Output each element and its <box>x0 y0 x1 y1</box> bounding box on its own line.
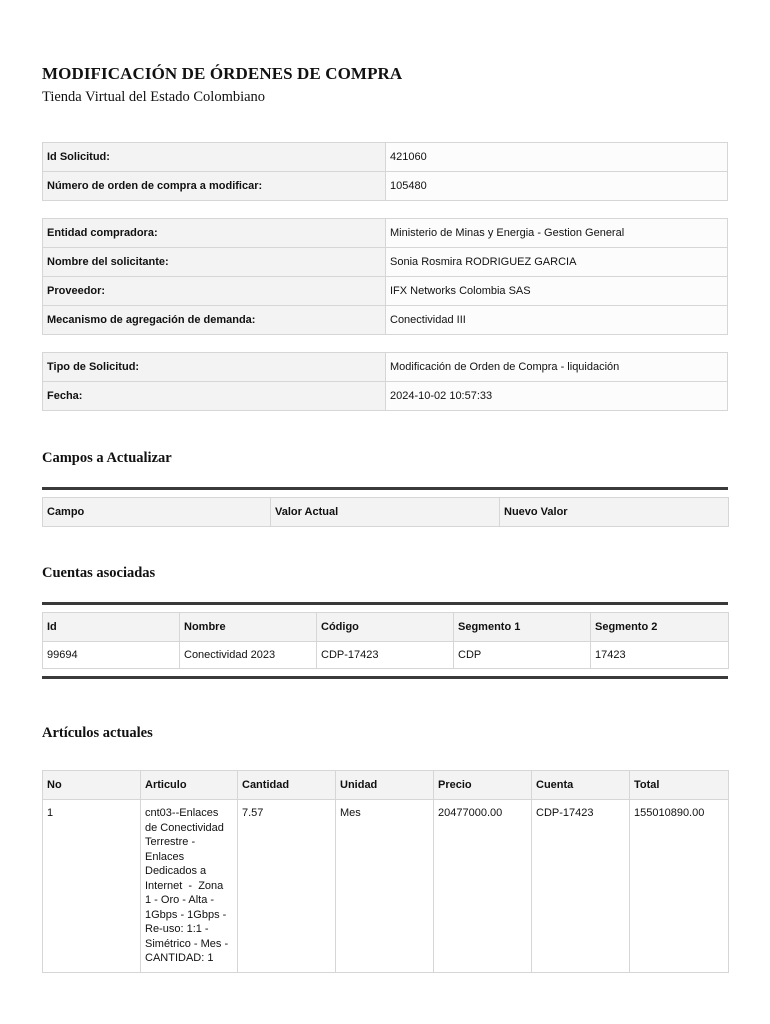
entity-info-table <box>42 218 728 335</box>
column-header: Código <box>317 613 454 642</box>
table-row <box>43 219 728 248</box>
articulo-line: Simétrico - Mes - <box>145 937 229 950</box>
table-cell-cuenta: CDP-17423 <box>532 800 630 973</box>
articulo-line: 1 - Oro - Alta - <box>145 894 215 906</box>
section-divider <box>42 487 728 490</box>
field-value: Sonia Rosmira RODRIGUEZ GARCIA <box>386 248 728 277</box>
table-cell: 17423 <box>591 642 729 669</box>
articulo-line: Re-uso: 1:1 - <box>145 923 209 935</box>
column-header: Segmento 2 <box>591 613 729 642</box>
field-label: Número de orden de compra a modificar: <box>43 172 386 201</box>
field-value: 2024-10-02 10:57:33 <box>386 382 728 411</box>
column-header: Precio <box>434 771 532 800</box>
articulo-line: Terrestre - <box>145 836 196 848</box>
field-label: Tipo de Solicitud: <box>43 353 386 382</box>
section-title-campos: Campos a Actualizar <box>42 450 172 466</box>
column-header: No <box>43 771 141 800</box>
field-value: 421060 <box>386 143 728 172</box>
articulo-line: Dedicados a <box>145 865 207 877</box>
section-title-cuentas: Cuentas asociadas <box>42 565 156 581</box>
cuentas-table <box>42 612 729 669</box>
column-header: Segmento 1 <box>454 613 591 642</box>
articulo-line: CANTIDAD: 1 <box>145 952 214 964</box>
field-value: Conectividad III <box>386 306 728 335</box>
column-header: Cuenta <box>532 771 630 800</box>
section-title-articulos: Artículos actuales <box>42 725 153 741</box>
table-cell-no: 1 <box>43 800 141 973</box>
table-cell-cantidad: 7.57 <box>238 800 336 973</box>
articulo-line: cnt03--Enlaces <box>145 807 219 819</box>
articulo-line: Internet - Zona <box>145 879 224 892</box>
table-row <box>43 277 728 306</box>
table-cell-total: 155010890.00 <box>630 800 729 973</box>
field-label: Mecanismo de agregación de demanda: <box>43 306 386 335</box>
table-row <box>43 248 728 277</box>
field-label: Fecha: <box>43 382 386 411</box>
column-header: Cantidad <box>238 771 336 800</box>
column-header: Campo <box>43 498 271 527</box>
section-divider <box>42 602 728 605</box>
table-header-row <box>43 771 729 800</box>
field-label: Nombre del solicitante: <box>43 248 386 277</box>
field-label: Proveedor: <box>43 277 386 306</box>
field-label: Entidad compradora: <box>43 219 386 248</box>
table-cell: Conectividad 2023 <box>180 642 317 669</box>
request-type-table <box>42 352 728 411</box>
table-row <box>43 353 728 382</box>
column-header: Valor Actual <box>271 498 500 527</box>
field-label: Id Solicitud: <box>43 143 386 172</box>
table-cell-unidad: Mes <box>336 800 434 973</box>
articulo-line: de Conectividad <box>145 821 224 834</box>
table-cell: 99694 <box>43 642 180 669</box>
table-cell: CDP <box>454 642 591 669</box>
field-value: Ministerio de Minas y Energia - Gestion General <box>386 219 728 248</box>
document-title: MODIFICACIÓN DE ÓRDENES DE COMPRA <box>42 64 403 83</box>
campos-table <box>42 497 729 527</box>
field-value: IFX Networks Colombia SAS <box>386 277 728 306</box>
table-row <box>43 800 729 973</box>
table-row <box>43 172 728 201</box>
column-header: Articulo <box>141 771 238 800</box>
table-row <box>43 306 728 335</box>
articulos-table <box>42 770 729 973</box>
table-row <box>43 642 729 669</box>
articulo-line: 1Gbps - 1Gbps - <box>145 908 227 921</box>
field-value: Modificación de Orden de Compra - liquidación <box>386 353 728 382</box>
table-header-row <box>43 613 729 642</box>
table-row <box>43 143 728 172</box>
table-row <box>43 382 728 411</box>
column-header: Unidad <box>336 771 434 800</box>
table-cell: CDP-17423 <box>317 642 454 669</box>
request-info-table <box>42 142 728 201</box>
column-header: Nombre <box>180 613 317 642</box>
column-header: Nuevo Valor <box>500 498 729 527</box>
column-header: Total <box>630 771 729 800</box>
articulo-line: Enlaces <box>145 850 185 863</box>
document-subtitle: Tienda Virtual del Estado Colombiano <box>42 89 266 105</box>
field-value: 105480 <box>386 172 728 201</box>
table-cell-precio: 20477000.00 <box>434 800 532 973</box>
section-divider <box>42 676 728 679</box>
table-cell-articulo <box>141 800 238 973</box>
column-header: Id <box>43 613 180 642</box>
table-header-row <box>43 498 729 527</box>
